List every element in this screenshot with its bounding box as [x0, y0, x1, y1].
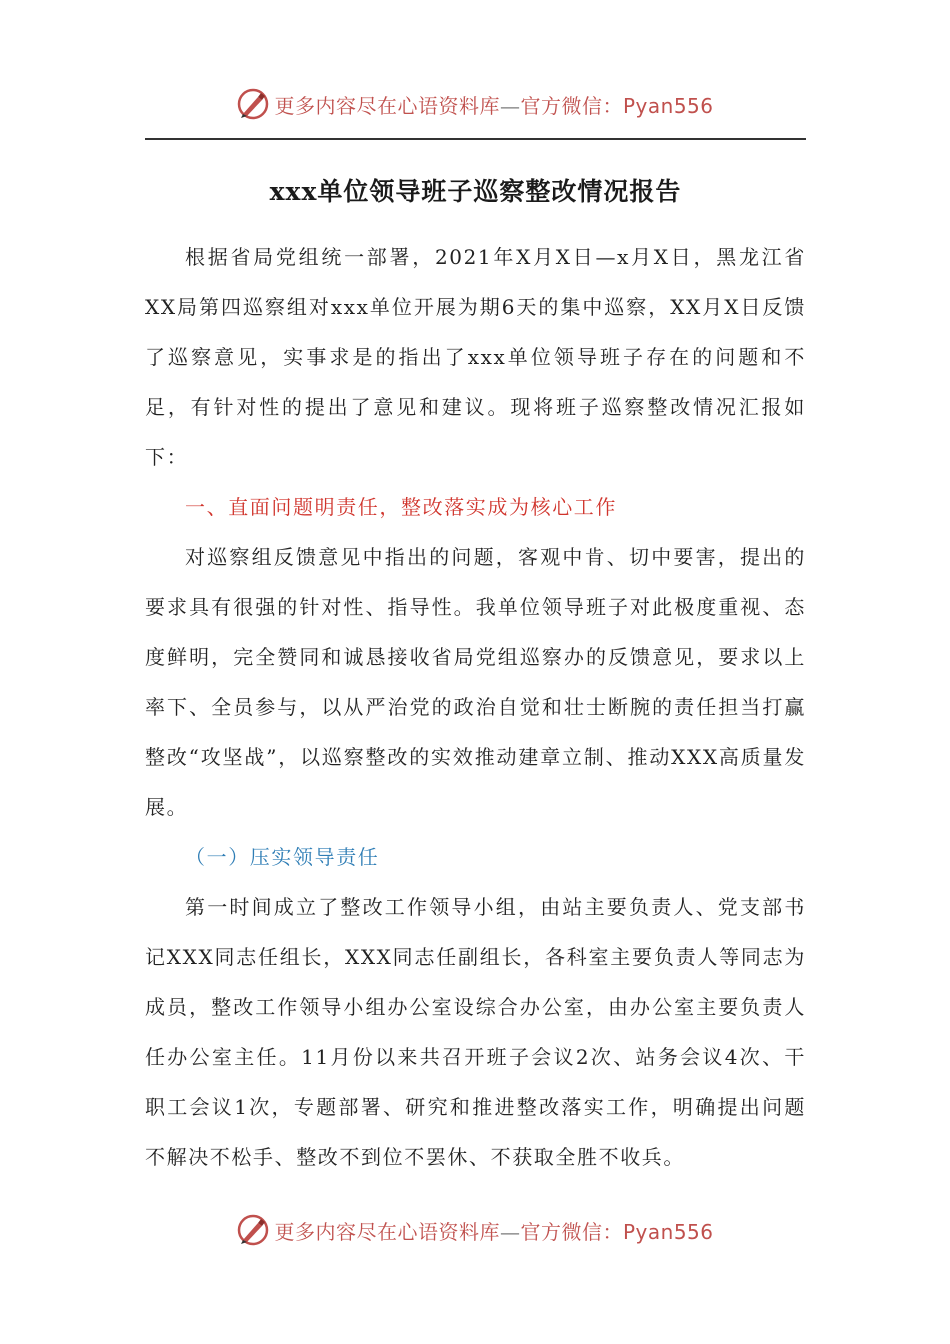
header-divider: [145, 138, 806, 140]
banner-main-text: 更多内容尽在心语资料库: [274, 93, 500, 118]
banner-wechat-label: 官方微信：: [520, 1219, 623, 1244]
footer-banner: [0, 1208, 950, 1252]
document-body: [145, 232, 806, 1182]
header-banner: [0, 82, 950, 126]
banner-wechat-id: Pyan556: [622, 93, 714, 118]
document-title: xxx单位领导班子巡察整改情况报告: [269, 177, 682, 206]
subsection-1-paragraph: 第一时间成立了整改工作领导小组，由站主要负责人、党支部书记XXX同志任组长，XXX同志任副组长，各科室主要负责人等同志为成员，整改工作领导小组办公室设综合办公室，由办公室主要负责人任办公室主任。11月份以来共召开班子会议2次、站务会议4次、干职工会议1次，专题部署、研究和推进整改落实工作，明确提出问题不解决不松手、整改不到位不罢休、不获取全胜不收兵。: [145, 895, 806, 1169]
banner-wechat-label: 官方微信：: [520, 93, 623, 118]
intro-paragraph: 根据省局党组统一部署，2021年X月X日—x月X日，黑龙江省XX局第四巡察组对xxx单位开展为期6天的集中巡察，XX月X日反馈了巡察意见，实事求是的指出了xxx单位领导班子存在的问题和不足，有针对性的提出了意见和建议。现将班子巡察整改情况汇报如下：: [145, 245, 806, 469]
section-1-heading: 一、直面问题明责任，整改落实成为核心工作: [185, 495, 617, 519]
banner-text: [274, 1216, 713, 1245]
banner-text: [274, 90, 713, 119]
banner-separator: —: [499, 1219, 521, 1244]
pen-logo-icon: [236, 1213, 270, 1247]
pen-logo-icon: [236, 87, 270, 121]
subsection-1-heading: （一）压实领导责任: [185, 845, 380, 869]
banner-wechat-id: Pyan556: [622, 1219, 714, 1244]
banner-main-text: 更多内容尽在心语资料库: [274, 1219, 500, 1244]
section-1-paragraph: 对巡察组反馈意见中指出的问题，客观中肯、切中要害，提出的要求具有很强的针对性、指导性。我单位领导班子对此极度重视、态度鲜明，完全赞同和诚恳接收省局党组巡察办的反馈意见，要求以上率下、全员参与，以从严治党的政治自觉和壮士断腕的责任担当打赢整改“攻坚战”，以巡察整改的实效推动建章立制、推动XXX高质量发展。: [145, 545, 806, 819]
banner-separator: —: [499, 93, 521, 118]
